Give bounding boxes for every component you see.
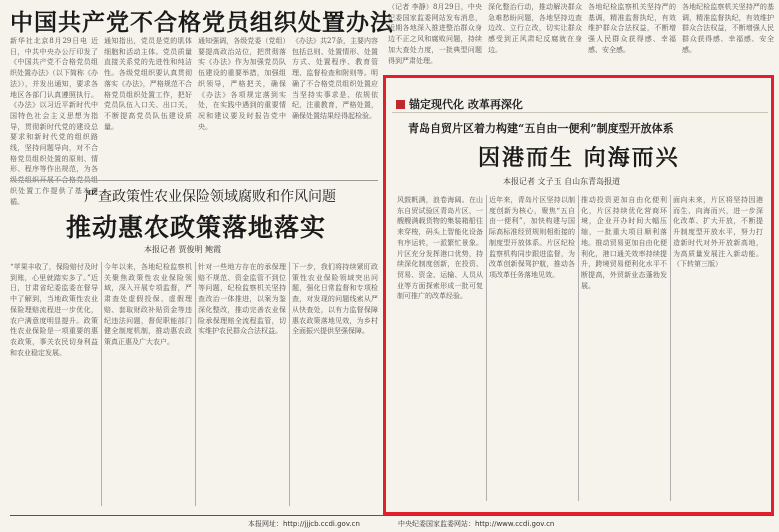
article-column: 《办法》共27条，主要内容包括总则、处置情形、处置方式、处置程序、教育管理、监督检查和附则等。明确了不合格党员组织处置应当坚持实事求是、依规依纪，注重教育，严格处置，确保处置结果经得起检验。 — [292, 37, 378, 120]
section-divider — [392, 112, 768, 113]
page-footer — [0, 514, 779, 532]
article-column: 各地纪检监察机关坚持严的基调，精准监督执纪，有效维护群众合法权益，不断增强人民群众获得感、幸福感、安全感。 — [588, 3, 676, 54]
column-rule — [578, 195, 579, 501]
column-rule — [101, 262, 102, 506]
article-column: “苹果丰收了，保险赔付及时到账，心里就踏实多了。”近日，甘肃省纪委监委在督导中了解到，当地政策性农业保险理赔流程进一步优化，农户满意度明显提升。政策性农业保险是一项重要的惠农政策，事关农民切身利益和农业稳定发展。 — [10, 263, 98, 357]
section-tag-label: 锚定现代化 改革再深化 — [409, 98, 523, 111]
article-headline: 因港而生 向海而兴 — [478, 145, 680, 171]
article-byline: 本报记者 贾俊明 鲍霞 — [144, 245, 222, 254]
article-column: 通知指出，党员是党的肌体细胞和活动主体。党员质量直接关系党的先进性和纯洁性。各级党组织要认真贯彻落实《办法》，严格规范不合格党员组织处置工作，把好党员队伍入口关、出口关，不断提高党员队伍建设质量。 — [104, 37, 192, 131]
footer-rule — [10, 515, 774, 516]
article-column: 推动投资更加自由化便利化，片区持续优化营商环境，企业开办时间大幅压缩，一批重大项目顺利落地。推动贸易更加自由化便利化，港口通关效率持续提升，跨境贸易便利化水平不断提高，外贸新业态蓬勃发展。 — [581, 196, 667, 290]
column-rule — [195, 262, 196, 506]
article-column: 各地纪检监察机关坚持严的基调，精准监督执纪，有效维护群众合法权益，不断增强人民群众获得感、幸福感、安全感。 — [682, 3, 774, 54]
tag-marker-icon — [396, 100, 405, 109]
section-divider — [10, 180, 378, 181]
article-subheadline: 青岛自贸片区着力构建“五自由一便利”制度型开放体系 — [408, 122, 674, 135]
article-byline: 本报记者 文子玉 自山东青岛报道 — [503, 177, 621, 186]
section-tag — [396, 96, 523, 112]
article-headline: 中国共产党不合格党员组织处置办法 — [10, 9, 394, 36]
article-subheadline: 严查政策性农业保险领域腐败和作风问题 — [84, 189, 336, 205]
footer-website-ccdi: 中央纪委国家监委网站：http://www.ccdi.gov.cn — [398, 520, 555, 528]
article-column: 针对一些地方存在的承保理赔不规范、资金监管不到位等问题，纪检监察机关坚持查改治一体推进，以案为鉴深化整改，推动完善农业保险承保理赔全流程监管，切实维护农民群众合法权益。 — [198, 263, 286, 336]
article-column: 近年来，青岛片区坚持以制度创新为核心，聚焦“五自由一便利”，加快构建与国际高标准经贸规则相衔接的制度型开放体系。片区纪检监察机构同步跟进监督，为改革创新保驾护航，推动各项改革任务落地见效。 — [489, 196, 575, 279]
article-headline: 推动惠农政策落地落实 — [66, 213, 327, 242]
column-rule — [670, 195, 671, 501]
column-rule — [289, 262, 290, 506]
article-column: 今年以来，各地纪检监察机关聚焦政策性农业保险领域，深入开展专项监督，严肃查处虚假投保、虚假理赔、套取财政补贴资金等违纪违法问题，督促职能部门健全制度机制，推动惠农政策真正惠及广大农户。 — [104, 263, 192, 346]
article-column: 新华社北京8月29日电 近日，中共中央办公厅印发了《中国共产党不合格党员组织处置办法》（以下简称《办法》），并发出通知，要求各地区各部门认真遵照执行。《办法》以习近平新时代中国特色社会主义思想为指导，贯彻新时代党的建设总要求和新时代党的组织路线，坚持问题导向，对不合格党员组织处置的原则、情形、程序等作出规范，为各 织处置工作提供了基本遵循。 — [10, 37, 98, 206]
article-column: 下一步，我们将持续紧盯政策性农业保险领域突出问题，强化日常监督和专项检查，对发现的问题线索从严从快查处，以有力监督保障惠农政策落地见效，为乡村全面振兴提供坚强保障。 — [292, 263, 378, 336]
column-rule — [486, 195, 487, 501]
article-column: 深化整治行动，推动解决群众急难愁盼问题，各地坚持边查边改、立行立改，切实让群众感受到正风肃纪反腐就在身边。 — [488, 3, 582, 54]
article-column: 风鼓帆满，浪卷海阔。在山东自贸试验区青岛片区，一艘艘满载货物的集装箱船往来穿梭，码头上智能化设备有序运转，一派繁忙景象。片区充分发挥港口优势，持续深化制度创新，在投资、贸易、资金、运输、人员从业等方面探索形成一批可复制可推广的改革经验。 — [397, 196, 483, 301]
footer-website: 本报网址：http://jjjcb.ccdi.gov.cn — [248, 520, 360, 528]
article-column: （记者 李静）8月29日，中央纪委国家监委网站发布消息，近期各地深入推进整治群众身边不正之风和腐败问题，持续加大查处力度，一批典型问题得到严肃处理。 — [388, 3, 482, 65]
article-column: 面向未来，片区将坚持因港而生、向海而兴，进一步深化改革、扩大开放，不断提升制度型开放水平，努力打造新时代对外开放新高地，为高质量发展注入新动能。（下转第三版） — [673, 196, 763, 269]
article-column: 通知强调，各级党委（党组）要提高政治站位，把贯彻落实《办法》作为加强党员队伍建设的重要举措，加强组织领导，严格把关，确保《办法》各项规定落到实处，在实践中遇到的重要情况和建议要及时报告党中央。 — [198, 37, 286, 131]
